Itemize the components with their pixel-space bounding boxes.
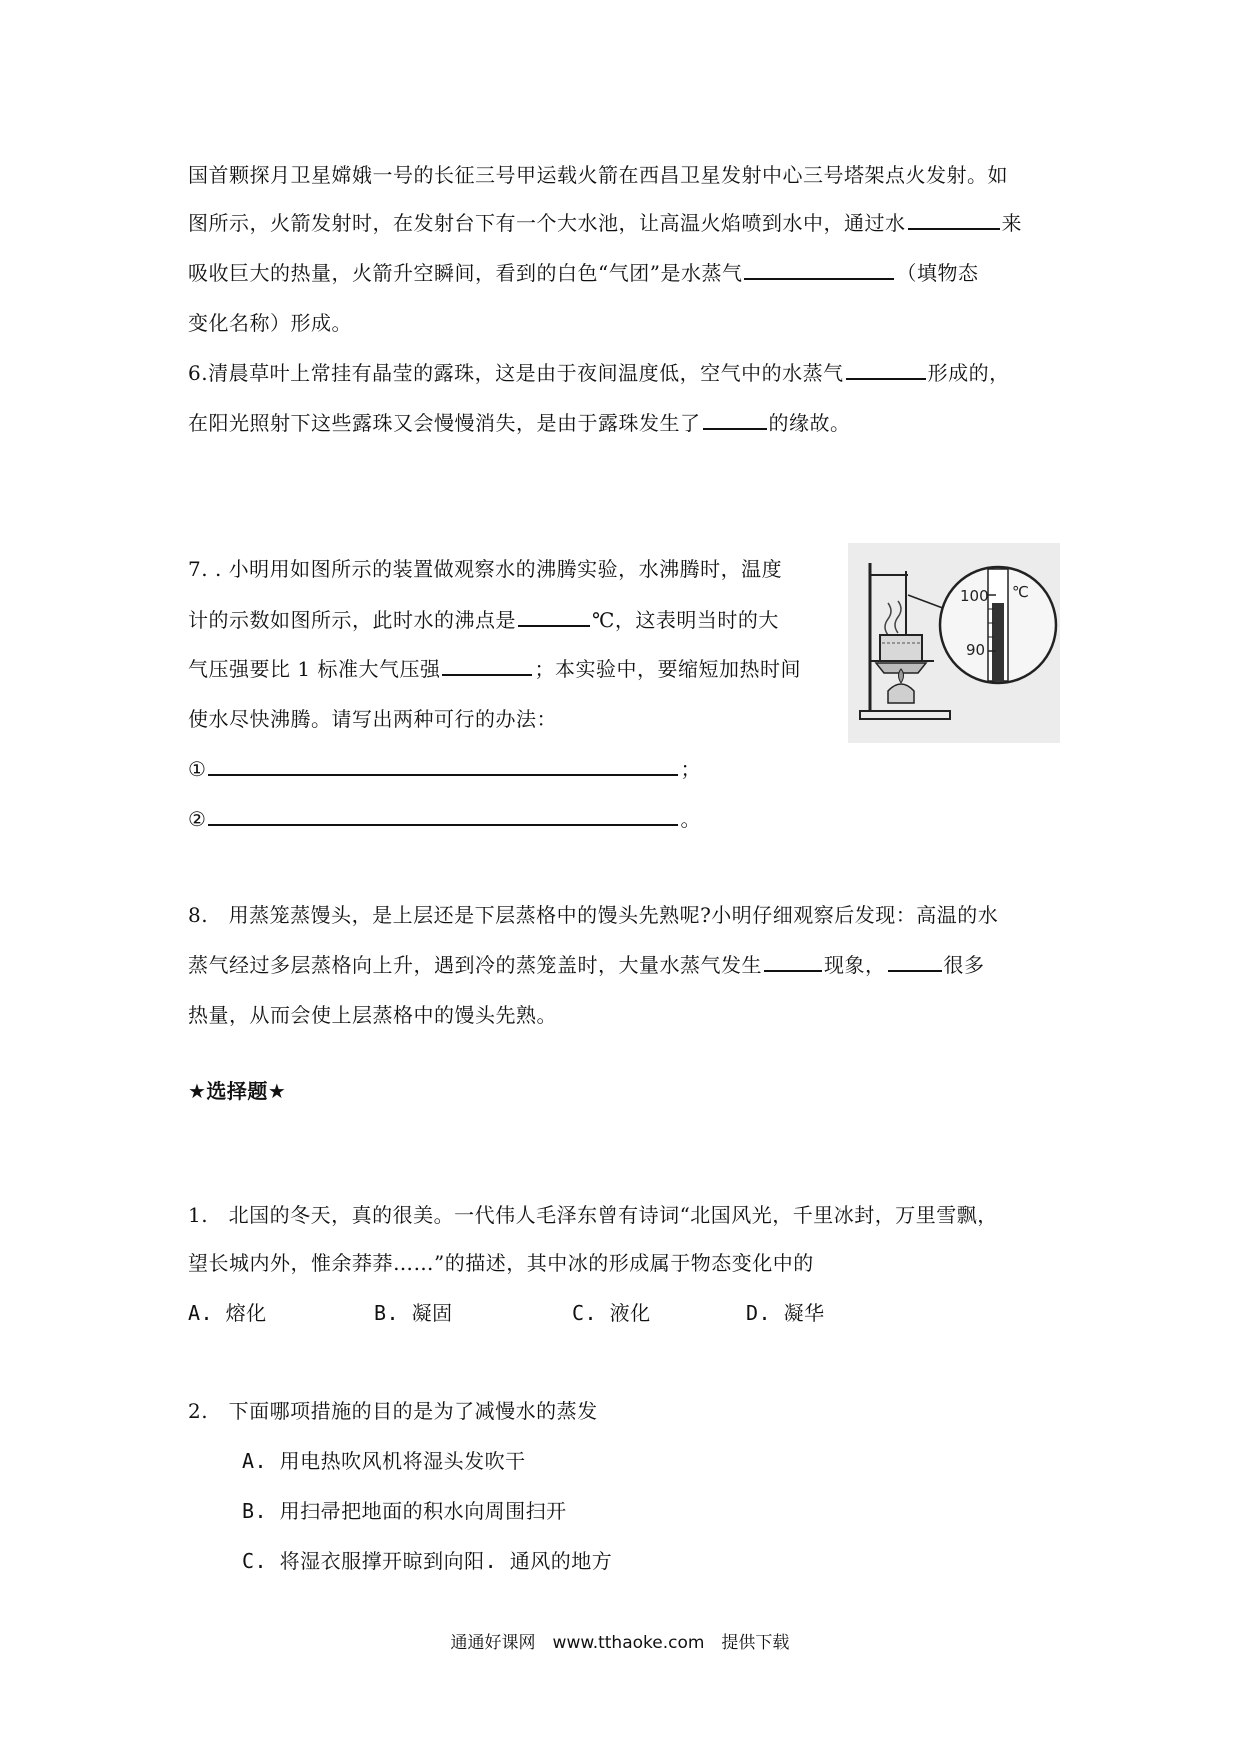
q6-blank-2[interactable] — [703, 406, 767, 430]
mc2-option-b[interactable]: B. 用扫帚把地面的积水向周围扫开 — [242, 1499, 567, 1523]
q7-line2 — [188, 603, 779, 637]
q6-line1-text: 6.清晨草叶上常挂有晶莹的露珠，这是由于夜间温度低，空气中的水蒸气 — [188, 361, 844, 385]
q5-line2-tail: 来 — [1001, 211, 1022, 235]
q5-line2 — [188, 206, 1022, 240]
q7-answer-2-blank[interactable] — [208, 802, 678, 826]
q6-blank-1[interactable] — [846, 356, 926, 380]
q5-line3-tail: （填物态 — [896, 261, 979, 285]
q7-answer-1-end: ； — [680, 757, 701, 781]
q7-answer-1 — [188, 752, 701, 786]
mc1-option-a[interactable]: A. 熔化 — [188, 1301, 267, 1325]
q8-line2-mid: 现象， — [824, 953, 886, 977]
q5-line4: 变化名称）形成。 — [188, 311, 352, 335]
mc1-line2: 望长城内外，惟余莽莽……”的描述，其中冰的形成属于物态变化中的 — [188, 1251, 814, 1275]
q5-blank-2[interactable] — [744, 256, 894, 280]
q8-line2-tail: 很多 — [943, 953, 985, 977]
q7-answer-1-mark: ① — [188, 757, 207, 781]
q8-line3: 热量，从而会使上层蒸格中的馒头先熟。 — [188, 1003, 557, 1027]
mc2-stem: 2. 下面哪项措施的目的是为了减慢水的蒸发 — [188, 1399, 598, 1423]
q6-line2 — [188, 406, 851, 440]
q6-line1-tail: 形成的， — [927, 361, 1010, 385]
q7-line4: 使水尽快沸腾。请写出两种可行的办法： — [188, 707, 557, 731]
boiling-apparatus-figure — [848, 543, 1060, 743]
q5-line1: 国首颗探月卫星嫦娥一号的长征三号甲运载火箭在西昌卫星发射中心三号塔架点火发射。如 — [188, 163, 1008, 187]
q5-blank-1[interactable] — [908, 206, 1000, 230]
section-title-multiple-choice: ★选择题★ — [188, 1079, 287, 1103]
mc1-line1: 1. 北国的冬天，真的很美。一代伟人毛泽东曾有诗词“北国风光，千里冰封，万里雪飘， — [188, 1203, 998, 1227]
q7-line2-text: 计的示数如图所示，此时水的沸点是 — [188, 608, 516, 632]
mc1-option-d[interactable]: D. 凝华 — [746, 1301, 825, 1325]
q7-line2-tail: ℃，这表明当时的大 — [592, 608, 779, 632]
thermometer-unit-label: ℃ — [1012, 583, 1029, 601]
q8-line2 — [188, 948, 985, 982]
mc2-option-c[interactable]: C. 将湿衣服撑开晾到向阳. 通风的地方 — [242, 1549, 613, 1573]
q8-blank-1[interactable] — [764, 948, 822, 972]
thermometer-label-100: 100 — [960, 587, 989, 605]
q7-answer-2-end: 。 — [680, 807, 701, 831]
q7-answer-1-blank[interactable] — [208, 752, 678, 776]
thermometer-label-90: 90 — [966, 641, 986, 659]
q5-line3 — [188, 256, 978, 290]
q8-blank-2[interactable] — [888, 948, 942, 972]
q7-line3 — [188, 652, 801, 686]
q6-line1 — [188, 356, 1010, 390]
q8-line2-text: 蒸气经过多层蒸格向上升，遇到冷的蒸笼盖时，大量水蒸气发生 — [188, 953, 762, 977]
q7-answer-2-mark: ② — [188, 807, 207, 831]
q7-line3-text: 气压强要比 1 标准大气压强 — [188, 657, 441, 681]
page-footer: 通通好课网 www.tthaoke.com 提供下载 — [450, 1633, 790, 1653]
q7-blank-2[interactable] — [442, 652, 532, 676]
q7-line1: 7. . 小明用如图所示的装置做观察水的沸腾实验，水沸腾时，温度 — [188, 557, 783, 581]
q6-line2-tail: 的缘故。 — [768, 411, 851, 435]
q7-line3-tail: ；本实验中，要缩短加热时间 — [534, 657, 801, 681]
q7-blank-1[interactable] — [518, 603, 590, 627]
mc2-option-a[interactable]: A. 用电热吹风机将湿头发吹干 — [242, 1449, 526, 1473]
q5-line3-text: 吸收巨大的热量，火箭升空瞬间，看到的白色“气团”是水蒸气 — [188, 261, 743, 285]
q6-line2-text: 在阳光照射下这些露珠又会慢慢消失，是由于露珠发生了 — [188, 411, 701, 435]
q8-line1: 8. 用蒸笼蒸馒头，是上层还是下层蒸格中的馒头先熟呢?小明仔细观察后发现：高温的水 — [188, 903, 999, 927]
q7-answer-2 — [188, 802, 701, 836]
q5-line2-text: 图所示，火箭发射时，在发射台下有一个大水池，让高温火焰喷到水中，通过水 — [188, 211, 906, 235]
mc1-option-b[interactable]: B. 凝固 — [374, 1301, 453, 1325]
mc1-option-c[interactable]: C. 液化 — [572, 1301, 651, 1325]
